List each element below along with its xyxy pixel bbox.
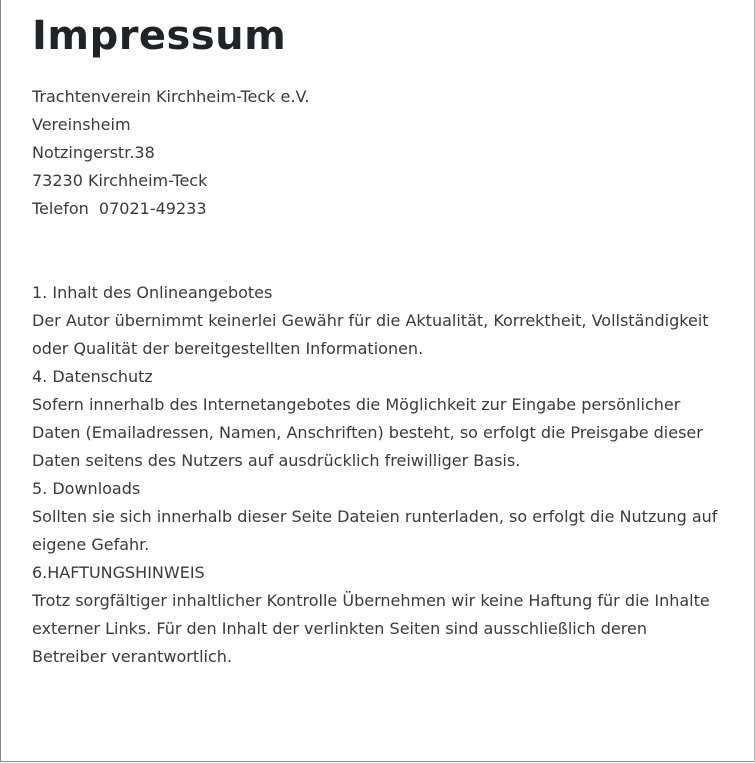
section-text-line: Sofern innerhalb des Internetangebotes die Möglichkeit zur Eingabe persönlicher [32,395,681,414]
section-liability [32,559,732,671]
legal-sections [32,279,732,671]
address-line-club: Trachtenverein Kirchheim-Teck e.V. [32,87,310,106]
section-text-line: eigene Gefahr. [32,535,150,554]
section-text-line: Daten seitens des Nutzers auf ausdrücklich freiwilliger Basis. [32,451,521,470]
section-data-protection [32,363,732,475]
section-heading: 4. Datenschutz [32,367,153,386]
section-text-line: Trotz sorgfältiger inhaltlicher Kontrolle Übernehmen wir keine Haftung für die Inhalte [32,591,710,610]
address-line-phone: Telefon 07021-49233 [32,199,207,218]
main-content [32,10,732,671]
section-heading: 6.HAFTUNGSHINWEIS [32,563,205,582]
page-title: Impressum [32,13,287,59]
section-text-line: externer Links. Für den Inhalt der verlinkten Seiten sind ausschließlich deren [32,619,647,638]
section-text-line: Daten (Emailadressen, Namen, Anschriften) besteht, so erfolgt die Preisgabe dieser [32,423,703,442]
section-heading: 5. Downloads [32,479,141,498]
section-downloads [32,475,732,559]
address-line-city: 73230 Kirchheim-Teck [32,171,208,190]
section-text-line: Sollten sie sich innerhalb dieser Seite Dateien runterladen, so erfolgt die Nutzung auf [32,507,718,526]
section-text-line: oder Qualität der bereitgestellten Informationen. [32,339,424,358]
address-line-street: Notzingerstr.38 [32,143,155,162]
section-heading: 1. Inhalt des Onlineangebotes [32,283,273,302]
section-online-content [32,279,732,363]
section-text-line: Der Autor übernimmt keinerlei Gewähr für die Aktualität, Korrektheit, Vollständigkeit [32,311,709,330]
address-block [32,83,732,223]
address-line-building: Vereinsheim [32,115,131,134]
section-text-line: Betreiber verantwortlich. [32,647,233,666]
